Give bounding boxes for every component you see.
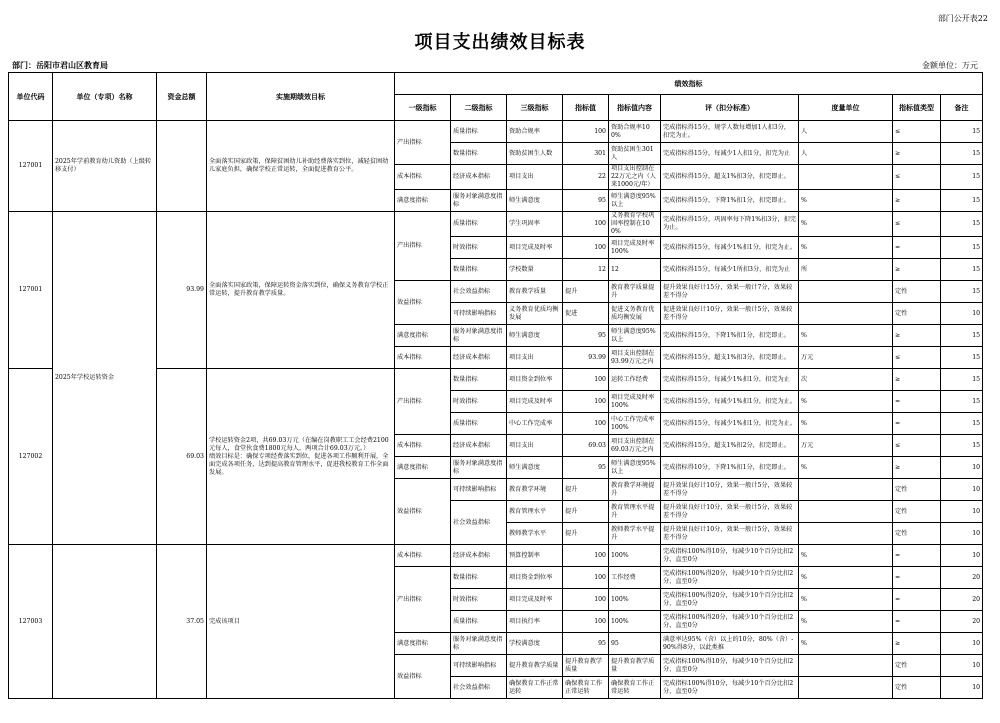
level2-cell: 可持续影响指标: [451, 303, 507, 325]
remark-cell: 10: [941, 655, 983, 677]
goal-cell: 学校运转资金2项，共69.03万元（在编在岗教职工工会经费2100元每人，食堂伙食费1800元每人，两项合计69.03万元。） 绩效目标是：确保专项经费落实到位，促进各项工作顺利开展，全面完成各项任务，达到提高教育管理水平，促进我校教育工作全面发展。: [207, 369, 395, 545]
scoring-cell: 提升效果良好计10分，效果一般计5分，效果较差不得分: [661, 501, 799, 523]
table-number-note: 部门公开表22: [937, 14, 988, 23]
unit-code-cell: 127001: [9, 212, 53, 369]
value-type-cell: ≥: [893, 457, 941, 479]
level2-cell: 质量指标: [451, 121, 507, 143]
value-type-cell: ≥: [893, 259, 941, 281]
level3-cell: 项目支出: [507, 435, 563, 457]
level2-cell: 数量指标: [451, 567, 507, 589]
level1-cell: 效益指标: [395, 479, 451, 545]
value-type-cell: ≥: [893, 633, 941, 655]
measure-unit-cell: 万元: [799, 347, 893, 369]
scoring-cell: 完成指标得15分，每减少1%扣1分，扣完为止。: [661, 413, 799, 435]
performance-goals-table: [8, 72, 983, 699]
value-content-cell: 确保教育工作正常运转: [609, 677, 661, 699]
header-goals: 实施期绩效目标: [207, 73, 395, 121]
measure-unit-cell: %: [799, 325, 893, 347]
value-cell: 12: [563, 259, 609, 281]
level3-cell: 确保教育工作正常运转: [507, 677, 563, 699]
level3-cell: 学生巩固率: [507, 212, 563, 237]
total-funds-cell: 69.03: [157, 369, 207, 545]
level2-cell: 可持续影响指标: [451, 655, 507, 677]
level2-cell: 服务对象满意度指标: [451, 190, 507, 212]
measure-unit-cell: 万元: [799, 435, 893, 457]
value-content-cell: 项目支出控制在22万元之内（人来1000元/年）: [609, 165, 661, 190]
level3-cell: 项目资金到位率: [507, 567, 563, 589]
measure-unit-cell: 次: [799, 369, 893, 391]
scoring-cell: 满意率达95%（含）以上的10分，80%（含）-90%得8分，以此类推: [661, 633, 799, 655]
value-type-cell: 定性: [893, 501, 941, 523]
table-row: [9, 212, 983, 237]
remark-cell: 20: [941, 589, 983, 611]
scoring-cell: 完成指标得15分，每减少1%扣1分，扣完为止: [661, 369, 799, 391]
total-funds-cell: 93.99: [157, 212, 207, 369]
value-cell: 100: [563, 212, 609, 237]
value-type-cell: ≤: [893, 212, 941, 237]
level3-cell: 项目完成及时率: [507, 237, 563, 259]
scoring-cell: 提升效果良好计15分，效果一般计7分，效果较差不得分: [661, 281, 799, 303]
level3-cell: 项目执行率: [507, 611, 563, 633]
value-type-cell: ≥: [893, 325, 941, 347]
value-type-cell: =: [893, 545, 941, 567]
value-cell: 100: [563, 237, 609, 259]
value-cell: 93.99: [563, 347, 609, 369]
goal-cell: 全面落实国家政策，保障运转资金落实到位，确保义务教育学校正常运转，提升教育教学质量。: [207, 212, 395, 369]
header-level2: 二级指标: [451, 95, 507, 121]
unit-name-cell: 2025年学前教育幼儿资助（上级转移支付）: [53, 121, 157, 212]
level2-cell: 社会效益指标: [451, 677, 507, 699]
measure-unit-cell: 人: [799, 121, 893, 143]
remark-cell: 15: [941, 212, 983, 237]
measure-unit-cell: 所: [799, 259, 893, 281]
level3-cell: 教师教学水平: [507, 523, 563, 545]
value-cell: 95: [563, 457, 609, 479]
level3-cell: 教育教学质量: [507, 281, 563, 303]
level1-cell: 满意度指标: [395, 325, 451, 347]
level2-cell: 数量指标: [451, 259, 507, 281]
level2-cell: 质量指标: [451, 413, 507, 435]
value-content-cell: 工作经费: [609, 567, 661, 589]
value-content-cell: 项目完成及时率100%: [609, 237, 661, 259]
value-content-cell: 教育管理水平提升: [609, 501, 661, 523]
value-type-cell: 定性: [893, 281, 941, 303]
measure-unit-cell: [799, 677, 893, 699]
scoring-cell: 完成指标得15分，每减少1人扣1分，扣完为止: [661, 143, 799, 165]
value-cell: 100: [563, 121, 609, 143]
value-content-cell: 教师教学水平提升: [609, 523, 661, 545]
measure-unit-cell: %: [799, 611, 893, 633]
remark-cell: 10: [941, 633, 983, 655]
remark-cell: 15: [941, 347, 983, 369]
scoring-cell: 完成指标得15分，超支1%扣3分，扣完即止。: [661, 347, 799, 369]
header-measure-unit: 度量单位: [799, 95, 893, 121]
value-cell: 95: [563, 633, 609, 655]
unit-code-cell: 127002: [9, 369, 53, 545]
value-content-cell: 提升教育教学质量: [609, 655, 661, 677]
scoring-cell: 完成指标得15分，规学人数每增加1人扣3分，扣完为止。: [661, 121, 799, 143]
scoring-cell: 完成指标得15分，超支1%扣3分，扣完即止。: [661, 165, 799, 190]
unit-code-cell: 127003: [9, 545, 53, 699]
value-cell: 100: [563, 413, 609, 435]
measure-unit-cell: [799, 479, 893, 501]
scoring-cell: 完成指标100%得20分，每减少10个百分比扣2分，直至0分: [661, 611, 799, 633]
value-content-cell: 中心工作完成率100%: [609, 413, 661, 435]
value-content-cell: 促进义务教育优质均衡发展: [609, 303, 661, 325]
scoring-cell: 完成指标得15分，每减少1%扣1分，扣完为止。: [661, 237, 799, 259]
header-remark: 备注: [941, 95, 983, 121]
value-type-cell: ≥: [893, 369, 941, 391]
scoring-cell: 提升效果良好计10分，效果一般计5分，效果较差不得分: [661, 523, 799, 545]
value-cell: 100: [563, 545, 609, 567]
level2-cell: 经济成本指标: [451, 165, 507, 190]
scoring-cell: 完成指标100%得10分，每减少10个百分比扣2分，直至0分: [661, 545, 799, 567]
remark-cell: 10: [941, 523, 983, 545]
remark-cell: 15: [941, 413, 983, 435]
measure-unit-cell: %: [799, 589, 893, 611]
value-content-cell: 100%: [609, 545, 661, 567]
level2-cell: 经济成本指标: [451, 545, 507, 567]
value-type-cell: ≤: [893, 121, 941, 143]
measure-unit-cell: %: [799, 633, 893, 655]
level3-cell: 提升教育教学质量: [507, 655, 563, 677]
header-scoring: 评（扣分标准）: [661, 95, 799, 121]
value-content-cell: 100%: [609, 611, 661, 633]
value-cell: 100: [563, 589, 609, 611]
level2-cell: 质量指标: [451, 212, 507, 237]
value-content-cell: 运转工作经费: [609, 369, 661, 391]
scoring-cell: 完成指标得15分，下降1%扣1分，扣完即止。: [661, 190, 799, 212]
scoring-cell: 完成指标100%得10分，每减少10个百分比扣2分，直至0分: [661, 677, 799, 699]
value-cell: 100: [563, 391, 609, 413]
level2-cell: 数量指标: [451, 369, 507, 391]
header-value-content: 指标值内容: [609, 95, 661, 121]
level3-cell: 预算控制率: [507, 545, 563, 567]
value-content-cell: 资助贫困生301人: [609, 143, 661, 165]
remark-cell: 15: [941, 259, 983, 281]
level1-cell: 产出指标: [395, 369, 451, 435]
value-type-cell: ≤: [893, 165, 941, 190]
level1-cell: 效益指标: [395, 655, 451, 699]
header-level3: 三级指标: [507, 95, 563, 121]
value-content-cell: 项目支出控制在69.03万元之内: [609, 435, 661, 457]
value-cell: 100: [563, 369, 609, 391]
remark-cell: 15: [941, 237, 983, 259]
value-type-cell: 定性: [893, 677, 941, 699]
unit-name-cell: 2025年学校运转资金: [53, 212, 157, 545]
value-cell: 提升: [563, 479, 609, 501]
level2-cell: 数量指标: [451, 143, 507, 165]
level3-cell: 项目支出: [507, 347, 563, 369]
level3-cell: 项目完成及时率: [507, 589, 563, 611]
scoring-cell: 完成指标100%得20分，每减少10个百分比扣2分，直至0分: [661, 567, 799, 589]
measure-unit-cell: %: [799, 545, 893, 567]
value-type-cell: ≥: [893, 190, 941, 212]
measure-unit-cell: 人: [799, 143, 893, 165]
remark-cell: 10: [941, 303, 983, 325]
unit-code-cell: 127001: [9, 121, 53, 212]
scoring-cell: 完成指标得10分，下降1%扣1分，扣完即止。: [661, 457, 799, 479]
goal-cell: 完成该项目: [207, 545, 395, 699]
scoring-cell: 提升效果良好计10分，效果一般计5分，效果较差不得分: [661, 479, 799, 501]
measure-unit-cell: %: [799, 567, 893, 589]
remark-cell: 15: [941, 143, 983, 165]
measure-unit-cell: [799, 655, 893, 677]
remark-cell: 15: [941, 165, 983, 190]
scoring-cell: 完成指标得15分，巩固率每下降1%扣3分，扣完为止。: [661, 212, 799, 237]
remark-cell: 15: [941, 435, 983, 457]
measure-unit-cell: [799, 303, 893, 325]
level3-cell: 中心工作完成率: [507, 413, 563, 435]
amount-unit-label: 金额单位：万元: [922, 61, 978, 70]
value-cell: 22: [563, 165, 609, 190]
level3-cell: 教育管理水平: [507, 501, 563, 523]
measure-unit-cell: [799, 501, 893, 523]
value-type-cell: 定性: [893, 523, 941, 545]
value-cell: 促进: [563, 303, 609, 325]
value-content-cell: 资助合规率100%: [609, 121, 661, 143]
scoring-cell: 完成指标得15分，每减少1所扣3分，扣完为止: [661, 259, 799, 281]
value-content-cell: 100%: [609, 589, 661, 611]
level1-cell: 成本指标: [395, 347, 451, 369]
remark-cell: 10: [941, 545, 983, 567]
value-cell: 提升: [563, 501, 609, 523]
level1-cell: 产出指标: [395, 212, 451, 281]
level1-cell: 成本指标: [395, 545, 451, 567]
level2-cell: 时效指标: [451, 589, 507, 611]
remark-cell: 15: [941, 391, 983, 413]
level2-cell: 质量指标: [451, 611, 507, 633]
value-cell: 确保教育工作正常运转: [563, 677, 609, 699]
scoring-cell: 促进效果良好计10分，效果一般计5分，效果较差不得分: [661, 303, 799, 325]
remark-cell: 15: [941, 281, 983, 303]
measure-unit-cell: [799, 523, 893, 545]
value-content-cell: 教育教学环境提升: [609, 479, 661, 501]
measure-unit-cell: %: [799, 237, 893, 259]
value-type-cell: ≤: [893, 435, 941, 457]
remark-cell: 10: [941, 677, 983, 699]
level2-cell: 时效指标: [451, 237, 507, 259]
value-content-cell: 项目完成及时率100%: [609, 391, 661, 413]
scoring-cell: 完成指标得15分，每减少1%扣1分，扣完为止。: [661, 391, 799, 413]
level1-cell: 成本指标: [395, 435, 451, 457]
measure-unit-cell: %: [799, 212, 893, 237]
level3-cell: 项目完成及时率: [507, 391, 563, 413]
level1-cell: 产出指标: [395, 121, 451, 165]
measure-unit-cell: %: [799, 413, 893, 435]
level3-cell: 资助贫困生人数: [507, 143, 563, 165]
level2-cell: 服务对象满意度指标: [451, 633, 507, 655]
value-cell: 提升: [563, 281, 609, 303]
value-type-cell: ≥: [893, 143, 941, 165]
scoring-cell: 完成指标得15分，超支1%扣2分，扣完即止。: [661, 435, 799, 457]
level1-cell: 满意度指标: [395, 457, 451, 479]
value-cell: 提升教育教学质量: [563, 655, 609, 677]
scoring-cell: 完成指标得15分，下降1%扣1分，扣完即止。: [661, 325, 799, 347]
level3-cell: 学校数量: [507, 259, 563, 281]
scoring-cell: 完成指标100%得20分，每减少10个百分比扣2分，直至0分: [661, 589, 799, 611]
value-cell: 95: [563, 325, 609, 347]
value-type-cell: =: [893, 589, 941, 611]
value-content-cell: 95: [609, 633, 661, 655]
scoring-cell: 完成指标100%得10分，每减少10个百分比扣2分，直至0分: [661, 655, 799, 677]
unit-name-cell: [53, 545, 157, 699]
value-content-cell: 项目支出控制在93.99万元之内: [609, 347, 661, 369]
total-funds-cell: 37.05: [157, 545, 207, 699]
level1-cell: 满意度指标: [395, 633, 451, 655]
value-cell: 100: [563, 611, 609, 633]
level3-cell: 项目资金到位率: [507, 369, 563, 391]
value-content-cell: 师生满意度95%以上: [609, 457, 661, 479]
measure-unit-cell: %: [799, 190, 893, 212]
value-type-cell: 定性: [893, 655, 941, 677]
level3-cell: 项目支出: [507, 165, 563, 190]
header-total-funds: 资金总额: [157, 73, 207, 121]
level2-cell: 可持续影响指标: [451, 479, 507, 501]
remark-cell: 20: [941, 567, 983, 589]
measure-unit-cell: %: [799, 457, 893, 479]
measure-unit-cell: [799, 165, 893, 190]
table-row: [9, 545, 983, 567]
level1-cell: 效益指标: [395, 281, 451, 325]
level1-cell: 产出指标: [395, 567, 451, 633]
level2-cell: 服务对象满意度指标: [451, 457, 507, 479]
value-content-cell: 师生满意度95%以上: [609, 325, 661, 347]
level2-cell: 经济成本指标: [451, 435, 507, 457]
value-type-cell: 定性: [893, 479, 941, 501]
level3-cell: 资助合规率: [507, 121, 563, 143]
value-type-cell: =: [893, 413, 941, 435]
measure-unit-cell: %: [799, 391, 893, 413]
level3-cell: 义务教育优质均衡发展: [507, 303, 563, 325]
value-content-cell: 教育教学质量提升: [609, 281, 661, 303]
value-type-cell: =: [893, 237, 941, 259]
value-cell: 提升: [563, 523, 609, 545]
measure-unit-cell: [799, 281, 893, 303]
page-title: 项目支出绩效目标表: [414, 32, 586, 53]
level3-cell: 师生满意度: [507, 457, 563, 479]
remark-cell: 10: [941, 479, 983, 501]
remark-cell: 20: [941, 611, 983, 633]
goal-cell: 全面落实国家政策，保障贫困幼儿补助经费落实到位，减轻贫困幼儿家庭负担，确保学校正常运转，全面促进教育公平。: [207, 121, 395, 212]
remark-cell: 15: [941, 121, 983, 143]
level1-cell: 满意度指标: [395, 190, 451, 212]
total-funds-cell: [157, 121, 207, 212]
level2-cell: 服务对象满意度指标: [451, 325, 507, 347]
department-label: 部门：岳阳市君山区教育局: [12, 60, 108, 70]
value-cell: 69.03: [563, 435, 609, 457]
header-indicators: 绩效指标: [395, 73, 983, 95]
header-unit-code: 单位代码: [9, 73, 53, 121]
value-cell: 95: [563, 190, 609, 212]
value-cell: 100: [563, 567, 609, 589]
value-content-cell: 义务教育学校巩固率控制在100%: [609, 212, 661, 237]
value-type-cell: =: [893, 611, 941, 633]
remark-cell: 15: [941, 369, 983, 391]
level1-cell: 成本指标: [395, 165, 451, 190]
header-level1: 一级指标: [395, 95, 451, 121]
table-row: [9, 121, 983, 143]
header-value-type: 指标值类型: [893, 95, 941, 121]
remark-cell: 15: [941, 325, 983, 347]
level3-cell: 学校满意度: [507, 633, 563, 655]
level3-cell: 师生满意度: [507, 325, 563, 347]
value-content-cell: 12: [609, 259, 661, 281]
level2-cell: 时效指标: [451, 391, 507, 413]
level2-cell: 社会效益指标: [451, 501, 507, 545]
remark-cell: 10: [941, 501, 983, 523]
level3-cell: 师生满意度: [507, 190, 563, 212]
header-value: 指标值: [563, 95, 609, 121]
value-content-cell: 师生满意度95%以上: [609, 190, 661, 212]
level2-cell: 经济成本指标: [451, 347, 507, 369]
value-type-cell: =: [893, 567, 941, 589]
value-type-cell: ≤: [893, 347, 941, 369]
remark-cell: 10: [941, 457, 983, 479]
value-type-cell: =: [893, 391, 941, 413]
header-unit-name: 单位（专项）名称: [53, 73, 157, 121]
remark-cell: 15: [941, 190, 983, 212]
level2-cell: 社会效益指标: [451, 281, 507, 303]
level3-cell: 教育教学环境: [507, 479, 563, 501]
value-cell: 301: [563, 143, 609, 165]
value-type-cell: 定性: [893, 303, 941, 325]
